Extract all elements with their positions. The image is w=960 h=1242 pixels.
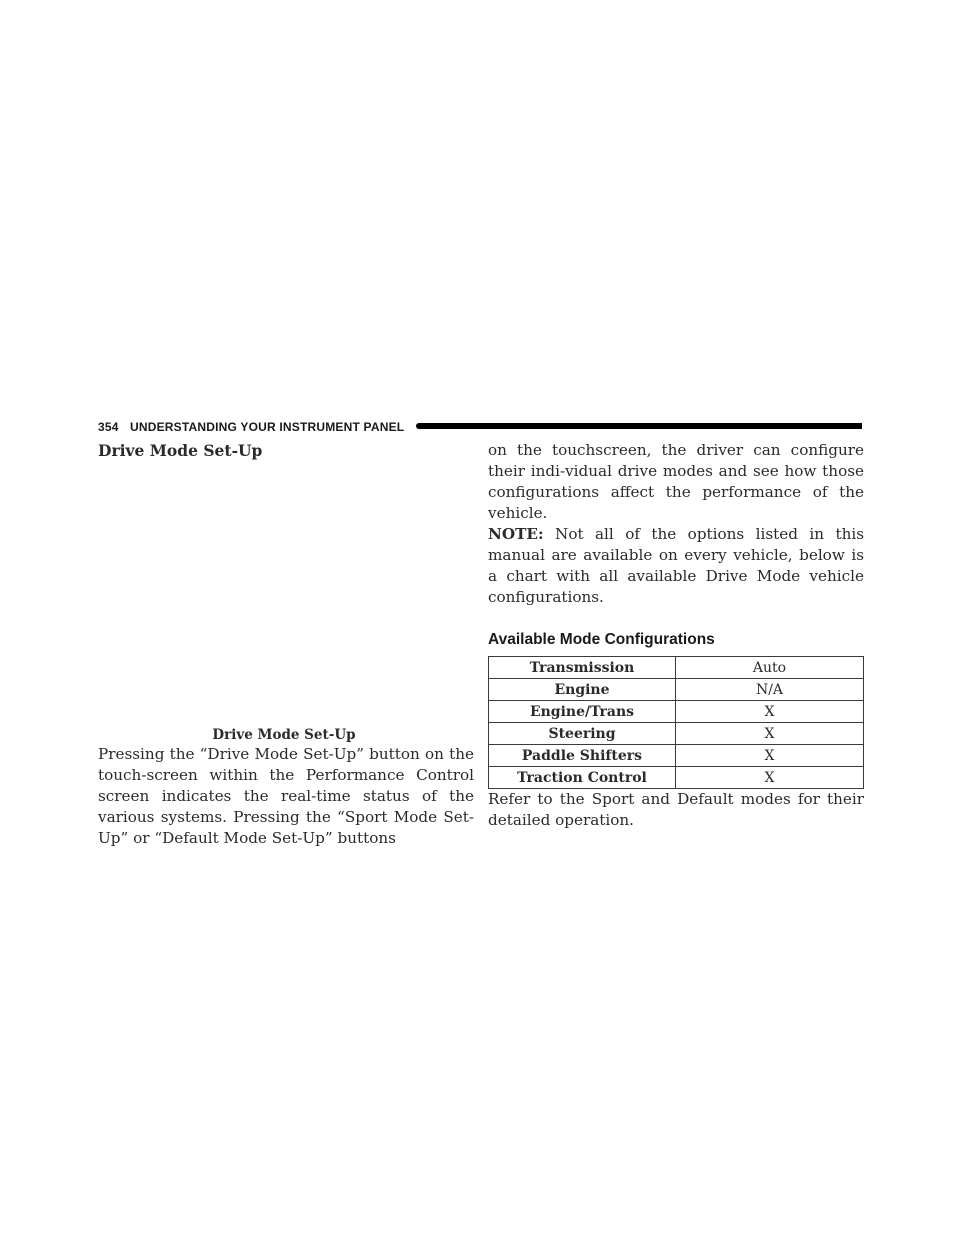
table-row: [489, 767, 864, 789]
mode-config-table: [488, 656, 864, 789]
row-label: Transmission: [489, 657, 676, 679]
table-row: [489, 745, 864, 767]
note-label: NOTE:: [488, 525, 544, 543]
table-title: Available Mode Configurations: [488, 631, 715, 648]
row-value: X: [676, 701, 864, 723]
row-label: Traction Control: [489, 767, 676, 789]
header-rule: [416, 423, 862, 429]
closing-paragraph: Refer to the Sport and Default modes for their detailed operation.: [488, 790, 864, 829]
row-value: X: [676, 723, 864, 745]
row-label: Engine: [489, 679, 676, 701]
table-row: [489, 679, 864, 701]
table-row: [489, 701, 864, 723]
body-paragraph-left: Pressing the “Drive Mode Set-Up” button on the touch-screen within the Performance Control screen indicates the real-time status of the various systems. Pressing the “Sport Mode Set-Up” or “Default Mode Set-Up” buttons: [98, 745, 474, 847]
note-paragraph: [488, 524, 864, 608]
left-column: [98, 440, 474, 849]
right-column: [488, 440, 864, 831]
section-heading: Drive Mode Set-Up: [98, 441, 263, 460]
page-number: 354: [98, 420, 119, 434]
row-value: X: [676, 767, 864, 789]
row-label: Steering: [489, 723, 676, 745]
row-label: Paddle Shifters: [489, 745, 676, 767]
body-paragraph-right: on the touchscreen, the driver can configure their indi-vidual drive modes and see how those configurations affect the performance of the vehicle.: [488, 441, 864, 522]
row-value: Auto: [676, 657, 864, 679]
section-title: UNDERSTANDING YOUR INSTRUMENT PANEL: [130, 420, 405, 434]
table-row: [489, 657, 864, 679]
row-value: N/A: [676, 679, 864, 701]
table-row: [489, 723, 864, 745]
figure-placeholder: [98, 462, 474, 702]
note-text: Not all of the options listed in this manual are available on every vehicle, below is a chart with all available Drive Mode vehicle configurations.: [488, 525, 864, 606]
page-header: [98, 418, 862, 436]
row-value: X: [676, 745, 864, 767]
figure-caption: Drive Mode Set-Up: [212, 727, 356, 743]
row-label: Engine/Trans: [489, 701, 676, 723]
